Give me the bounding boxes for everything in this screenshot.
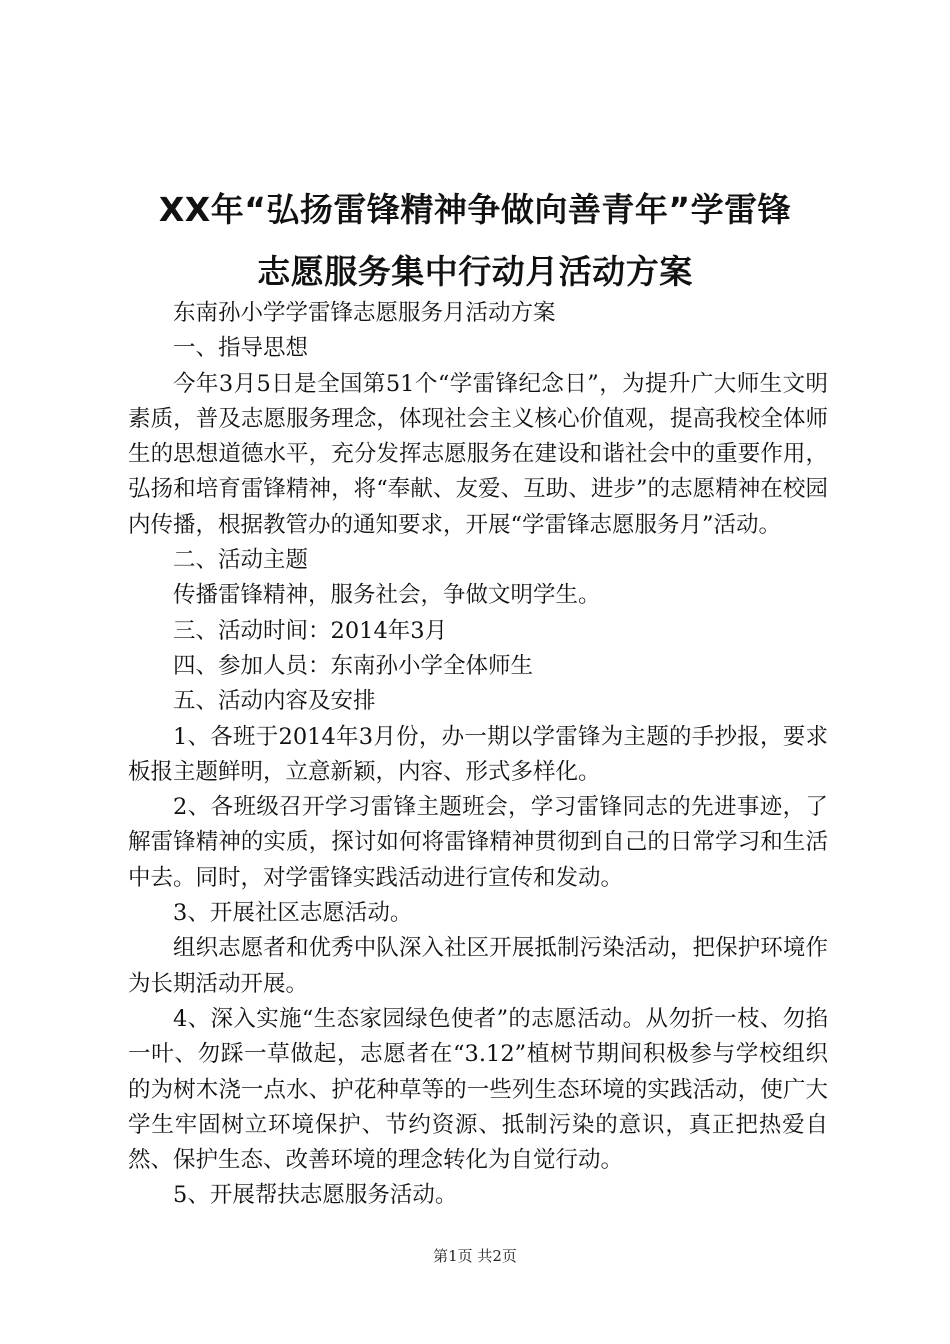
page-footer: 第1页 共2页 — [433, 1247, 517, 1265]
section-heading-guiding-thought: 一、指导思想 — [173, 335, 309, 362]
paragraph-theme: 传播雷锋精神，服务社会，争做文明学生。 — [173, 582, 601, 609]
document-title-line-1: XX年“弘扬雷锋精神争做向善青年”学雷锋 — [158, 190, 792, 229]
section-participants: 四、参加人员：东南孙小学全体师生 — [173, 652, 534, 679]
document-title-line-2: 志愿服务集中行动月活动方案 — [257, 252, 693, 291]
list-item-3: 3、开展社区志愿活动。 — [173, 900, 413, 927]
section-heading-content: 五、活动内容及安排 — [173, 688, 376, 715]
list-item-2: 2、各班级召开学习雷锋主题班会，学习雷锋同志的先进事迹，了解雷锋精神的实质，探讨如何将雷锋精神贯彻到自己的日常学习和生活中去。同时，对学雷锋实践活动进行宣传和发动。 — [128, 794, 828, 891]
paragraph-community: 组织志愿者和优秀中队深入社区开展抵制污染活动，把保护环境作为长期活动开展。 — [128, 935, 828, 997]
section-heading-theme: 二、活动主题 — [173, 547, 309, 574]
document-body — [128, 296, 828, 1214]
plan-heading: 东南孙小学学雷锋志愿服务月活动方案 — [173, 300, 556, 326]
paragraph-guiding-thought: 今年3月5日是全国第51个“学雷锋纪念日”，为提升广大师生文明素质，普及志愿服务理念，体现社会主义核心价值观，提高我校全体师生的思想道德水平，充分发挥志愿服务在建设和谐社会中的重要作用，弘扬和培育雷锋精神，将“奉献、友爱、互助、进步”的志愿精神在校园内传播，根据教管办的通知要求，开展“学雷锋志愿服务月”活动。 — [128, 370, 828, 538]
list-item-4: 4、深入实施“生态家园绿色使者”的志愿活动。从勿折一枝、勿掐一叶、勿踩一草做起，志愿者在“3.12”植树节期间积极参与学校组织的为树木浇一点水、护花种草等的一些列生态环境的实践活动，使广大学生牢固树立环境保护、节约资源、抵制污染的意识，真正把热爱自然、保护生态、改善环境的理念转化为自觉行动。 — [128, 1005, 828, 1174]
list-item-5: 5、开展帮扶志愿服务活动。 — [173, 1182, 458, 1209]
section-activity-time: 三、活动时间：2014年3月 — [173, 617, 448, 644]
list-item-1: 1、各班于2014年3月份，办一期以学雷锋为主题的手抄报，要求板报主题鲜明，立意新颖，内容、形式多样化。 — [128, 723, 828, 785]
